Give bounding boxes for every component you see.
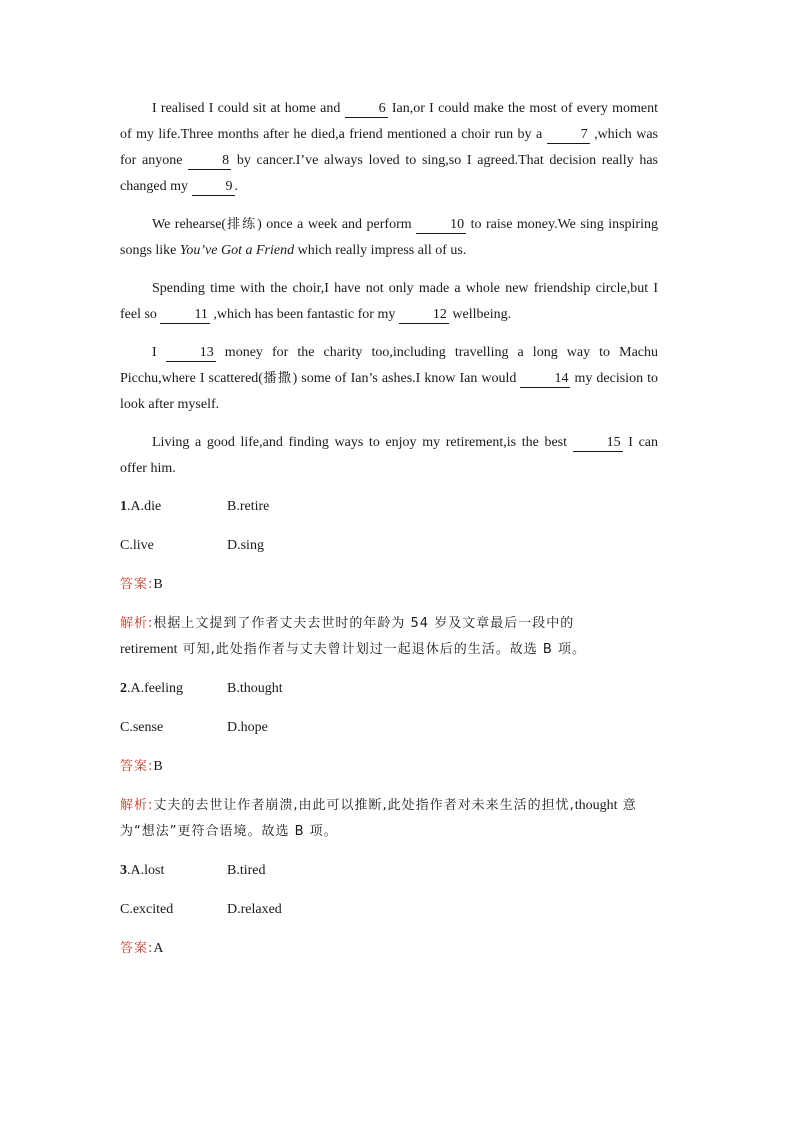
passage-text: I	[152, 345, 166, 360]
option-a-text: .A.feeling	[127, 681, 183, 696]
option-a-text: .A.die	[127, 499, 162, 514]
passage-text: which really impress all of us.	[294, 243, 467, 258]
blank-6: 6	[345, 101, 388, 118]
blank-10: 10	[416, 217, 466, 234]
passage-text: I realised I could sit at home and	[152, 101, 345, 116]
passage-text: money for the charity too,including travelling a long way to Machu Picchu,where I scattered(	[120, 345, 658, 386]
blank-15: 15	[573, 435, 623, 452]
passage-text: my decision to look after myself.	[120, 371, 659, 412]
chinese-gloss: 播撒	[262, 371, 293, 386]
option-d: D.hope	[227, 720, 268, 735]
passage-paragraph-5	[120, 430, 658, 482]
answer-line	[120, 754, 658, 780]
blank-14: 14	[520, 371, 570, 388]
option-c: C.sense	[120, 720, 164, 735]
question-list	[120, 494, 658, 962]
passage-text: to raise money.We sing inspiring songs like	[120, 217, 658, 258]
question-number: 1	[120, 499, 127, 514]
option-b: B.retire	[227, 499, 270, 514]
explanation-label: 解析:	[120, 616, 154, 631]
option-d: D.relaxed	[227, 902, 282, 917]
option-d: D.sing	[227, 538, 264, 553]
option-a	[120, 858, 227, 884]
passage-text: by cancer.I’ve always loved to sing,so I agreed.That decision really has changed my	[120, 153, 658, 194]
passage-text: I can offer him.	[120, 435, 658, 476]
question-number: 3	[120, 863, 127, 878]
option-a-text: .A.lost	[127, 863, 165, 878]
question-3	[120, 858, 658, 962]
explanation-text: 意为“想法”更符合语境。故选 B 项。	[120, 798, 637, 839]
question-1	[120, 494, 658, 663]
options-row	[120, 858, 658, 884]
explanation-text: 丈夫的去世让作者崩溃,由此可以推断,此处指作者对未来生活的担忧,	[153, 798, 575, 813]
answer-label: 答案:	[120, 759, 154, 774]
passage-text: ) once a week and perform	[257, 217, 417, 232]
passage-paragraph-1	[120, 96, 658, 200]
blank-8: 8	[188, 153, 231, 170]
passage-paragraph-4	[120, 340, 658, 418]
options-row	[120, 715, 658, 741]
answer-value: A	[153, 941, 164, 956]
blank-13: 13	[166, 345, 216, 362]
explanation-keyword: thought	[574, 798, 618, 813]
explanation-text: 可知,此处指作者与丈夫曾计划过一起退休后的生活。故选 B 项。	[177, 642, 586, 657]
song-title: You’ve Got a Friend	[179, 243, 295, 258]
explanation	[120, 611, 658, 663]
blank-7: 7	[547, 127, 590, 144]
passage-text: wellbeing.	[448, 307, 512, 322]
options-row	[120, 676, 658, 702]
answer-value: B	[153, 577, 163, 592]
passage-text: ,which has been fantastic for my	[209, 307, 399, 322]
passage-paragraph-2	[120, 212, 658, 264]
answer-value: B	[153, 759, 163, 774]
option-b: B.tired	[227, 863, 266, 878]
chinese-gloss: 排练	[226, 217, 258, 232]
answer-label: 答案:	[120, 577, 154, 592]
option-a	[120, 676, 227, 702]
passage-text: ,which was for anyone	[120, 127, 658, 168]
blank-9: 9	[192, 179, 235, 196]
option-a	[120, 494, 227, 520]
passage-text: .	[234, 179, 239, 194]
question-number: 2	[120, 681, 127, 696]
explanation	[120, 793, 658, 845]
question-2	[120, 676, 658, 845]
options-row	[120, 533, 658, 559]
passage-paragraph-3	[120, 276, 658, 328]
passage-text: Living a good life,and finding ways to enjoy my retirement,is the best	[152, 435, 573, 450]
answer-label: 答案:	[120, 941, 154, 956]
explanation-keyword: retirement	[120, 642, 178, 657]
blank-11: 11	[160, 307, 209, 324]
passage-text: We rehearse(	[152, 217, 227, 232]
answer-line	[120, 936, 658, 962]
options-row	[120, 494, 658, 520]
explanation-text: 根据上文提到了作者丈夫去世时的年龄为 54 岁及文章最后一段中的	[153, 616, 575, 631]
blank-12: 12	[399, 307, 449, 324]
option-b: B.thought	[227, 681, 283, 696]
passage-text: Spending time with the choir,I have not only made a whole new friendship circle,but I feel so	[120, 281, 658, 322]
option-c: C.excited	[120, 902, 174, 917]
explanation-label: 解析:	[120, 798, 154, 813]
passage-text: ) some of Ian’s ashes.I know Ian would	[292, 371, 521, 386]
options-row	[120, 897, 658, 923]
answer-line	[120, 572, 658, 598]
passage-text: Ian,or I could make the most of every moment of my life.Three months after he died,a friend mentioned a choir run by a	[120, 101, 659, 142]
document-page	[120, 96, 658, 975]
option-c: C.live	[120, 538, 154, 553]
